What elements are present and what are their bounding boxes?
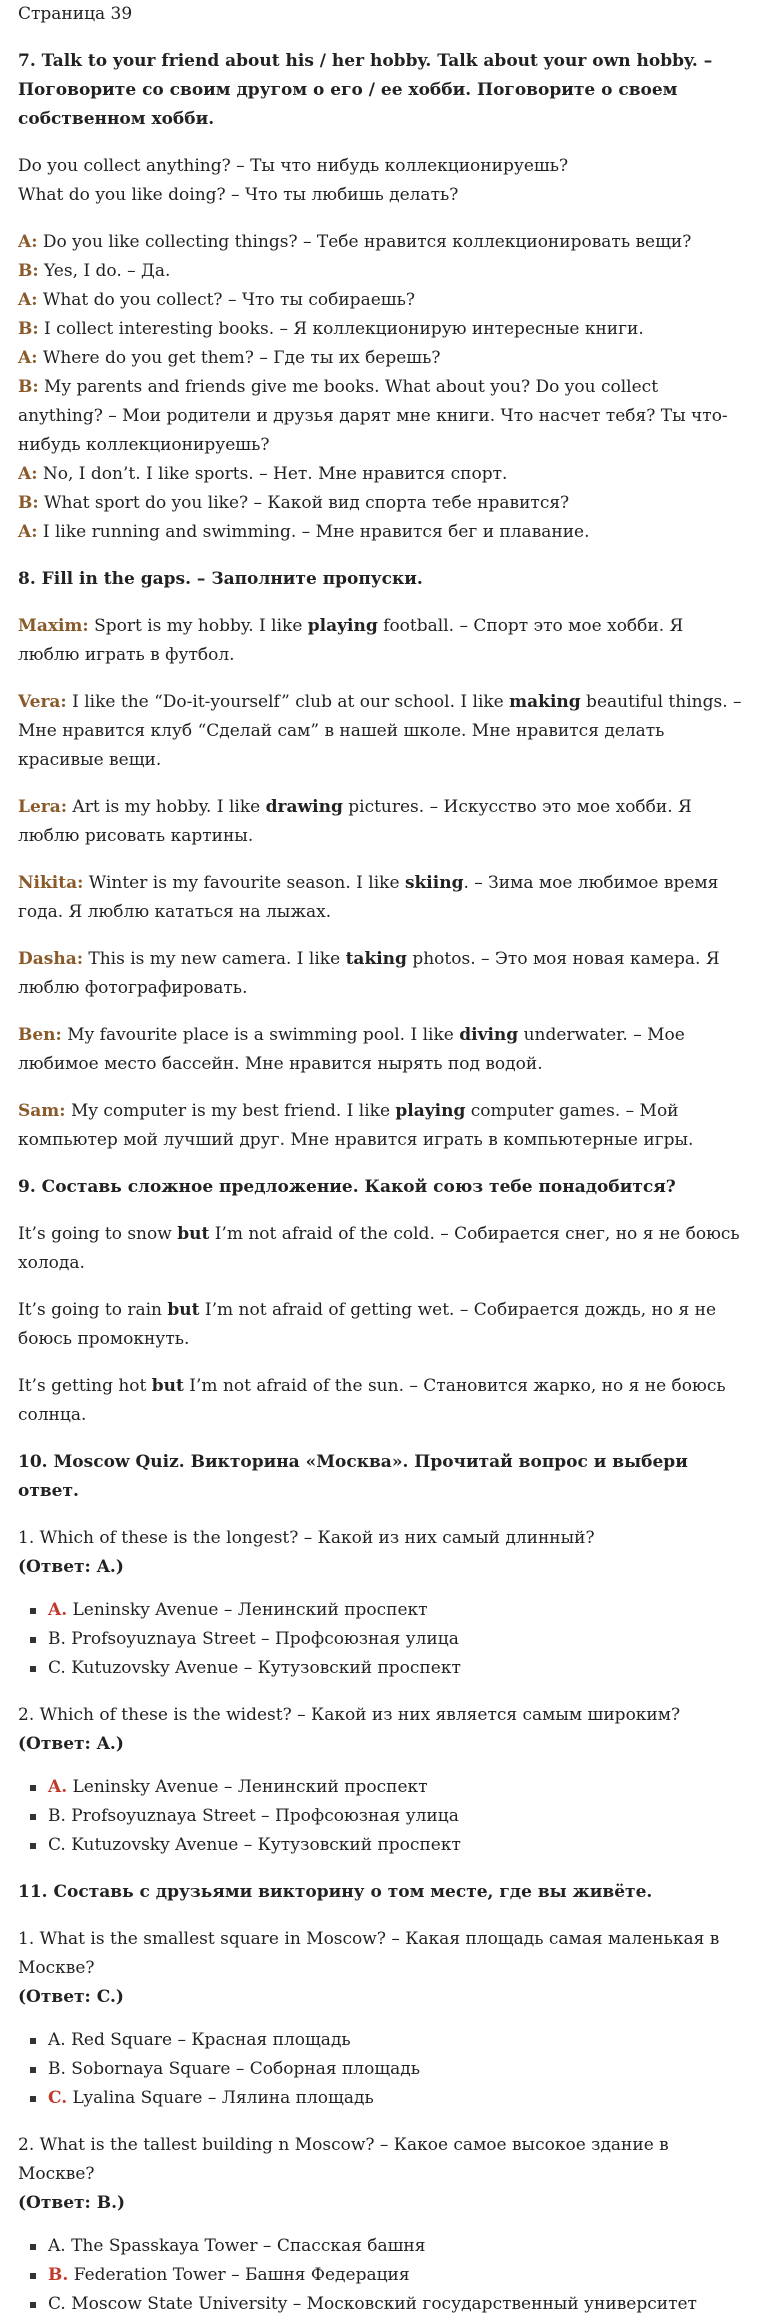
option-item xyxy=(48,2026,747,2055)
option-text: Profsoyuznaya Street – Профсоюзная улица xyxy=(65,1806,459,1826)
filled-word: taking xyxy=(345,949,407,969)
option-letter: C. xyxy=(48,2088,68,2108)
sentence-end: computer games. – Мой компьютер мой лучший друг. Мне нравится играть в компьютерные игры. xyxy=(18,1101,694,1150)
task11-heading: 11. Составь с друзьями викторину о том месте, где вы живёте. xyxy=(18,1882,653,1902)
option-text: Profsoyuznaya Street – Профсоюзная улица xyxy=(65,1629,459,1649)
task8-heading: 8. Fill in the gaps. – Заполните пропуски. xyxy=(18,569,423,589)
option-letter: A. xyxy=(48,2030,66,2050)
option-letter: C. xyxy=(48,1835,66,1855)
option-letter: B. xyxy=(48,2265,69,2285)
sentence-start: It’s going to snow xyxy=(18,1224,178,1244)
task8-item xyxy=(18,1021,747,1079)
conjunction: but xyxy=(167,1300,200,1320)
sentence-start: Winter is my favourite season. I like xyxy=(83,873,405,893)
dialogue-text: Yes, I do. – Да. xyxy=(38,261,171,281)
student-name: Ben: xyxy=(18,1025,62,1045)
option-text: Kutuzovsky Avenue – Кутузовский проспект xyxy=(65,1658,461,1678)
filled-word: playing xyxy=(307,616,378,636)
sentence-start: It’s going to rain xyxy=(18,1300,168,1320)
student-name: Sam: xyxy=(18,1101,66,1121)
question-text: 1. Which of these is the longest? – Какой из них самый длинный? xyxy=(18,1528,595,1548)
dialogue-line xyxy=(18,518,747,547)
task8-item xyxy=(18,945,747,1003)
sentence-end: . – Зима мое любимое время года. Я люблю кататься на лыжах. xyxy=(18,873,719,922)
sentence-end: pictures. – Искусство это мое хобби. Я люблю рисовать картины. xyxy=(18,797,692,846)
option-item xyxy=(48,2084,747,2113)
answer-key: (Ответ: A.) xyxy=(18,1557,124,1577)
answer-key: (Ответ: A.) xyxy=(18,1734,124,1754)
option-text: Sobornaya Square – Соборная площадь xyxy=(65,2059,420,2079)
option-item xyxy=(48,2290,747,2319)
student-name: Lera: xyxy=(18,797,68,817)
option-letter: A. xyxy=(48,1777,68,1797)
task10-heading: 10. Moscow Quiz. Викторина «Москва». Прочитай вопрос и выбери ответ. xyxy=(18,1452,688,1501)
option-item xyxy=(48,2261,747,2290)
option-letter: C. xyxy=(48,1658,66,1678)
dialogue-text: No, I don’t. I like sports. – Нет. Мне нравится спорт. xyxy=(37,464,508,484)
sentence-end: I’m not afraid of getting wet. – Собирается дождь, но я не боюсь промокнуть. xyxy=(18,1300,717,1349)
sentence-end: photos. – Это моя новая камера. Я люблю фотографировать. xyxy=(18,949,720,998)
speaker-label: B: xyxy=(18,377,39,397)
option-item xyxy=(48,2232,747,2261)
sentence-end: football. – Спорт это мое хобби. Я люблю играть в футбол. xyxy=(18,616,684,665)
filled-word: making xyxy=(509,692,581,712)
sentence-start: It’s getting hot xyxy=(18,1376,152,1396)
speaker-label: B: xyxy=(18,261,39,281)
sentence-end: I’m not afraid of the sun. – Становится жарко, но я не боюсь солнца. xyxy=(18,1376,726,1425)
filled-word: playing xyxy=(395,1101,466,1121)
answer-key: (Ответ: C.) xyxy=(18,1987,124,2007)
dialogue-line xyxy=(18,228,747,257)
option-item xyxy=(48,1831,747,1860)
option-item xyxy=(48,1802,747,1831)
sentence-end: beautiful things. – Мне нравится клуб “Сделай сам” в нашей школе. Мне нравится делать красивые вещи. xyxy=(18,692,742,770)
filled-word: drawing xyxy=(265,797,343,817)
task8-item xyxy=(18,612,747,670)
option-list xyxy=(18,1773,747,1860)
task7-intro-line: What do you like doing? – Что ты любишь делать? xyxy=(18,185,459,205)
conjunction: but xyxy=(177,1224,210,1244)
filled-word: skiing xyxy=(404,873,464,893)
speaker-label: B: xyxy=(18,319,39,339)
speaker-label: A: xyxy=(18,232,38,252)
option-text: Kutuzovsky Avenue – Кутузовский проспект xyxy=(65,1835,461,1855)
dialogue-line xyxy=(18,344,747,373)
quiz-question xyxy=(18,1701,747,1759)
option-text: Red Square – Красная площадь xyxy=(65,2030,351,2050)
option-list xyxy=(18,2026,747,2113)
dialogue-text: I collect interesting books. – Я коллекционирую интересные книги. xyxy=(38,319,644,339)
answer-key: (Ответ: B.) xyxy=(18,2193,126,2213)
option-list xyxy=(18,1596,747,1683)
option-item xyxy=(48,2055,747,2084)
task7-intro xyxy=(18,152,747,210)
speaker-label: A: xyxy=(18,290,38,310)
question-text: 1. What is the smallest square in Moscow? – Какая площадь самая маленькая в Москве? xyxy=(18,1929,720,1978)
task7-heading: 7. Talk to your friend about his / her hobby. Talk about your own hobby. – Поговорите со своим другом о его / ее хобби. Поговорите о своем собственном хобби. xyxy=(18,51,713,129)
option-letter: A. xyxy=(48,2236,66,2256)
dialogue-line xyxy=(18,489,747,518)
sentence-end: I’m not afraid of the cold. – Собирается снег, но я не боюсь холода. xyxy=(18,1224,740,1273)
student-name: Dasha: xyxy=(18,949,83,969)
option-text: Federation Tower – Башня Федерация xyxy=(68,2265,410,2285)
dialogue-text: I like running and swimming. – Мне нравится бег и плавание. xyxy=(37,522,590,542)
option-item xyxy=(48,1625,747,1654)
conjunction: but xyxy=(151,1376,184,1396)
task9-item xyxy=(18,1296,747,1354)
page-number: Страница 39 xyxy=(18,4,133,24)
quiz-question xyxy=(18,1925,747,2012)
option-list xyxy=(18,2232,747,2319)
sentence-end: underwater. – Мое любимое место бассейн. Мне нравится нырять под водой. xyxy=(18,1025,685,1074)
option-letter: A. xyxy=(48,1600,68,1620)
task8-item xyxy=(18,793,747,851)
option-text: Lyalina Square – Лялина площадь xyxy=(67,2088,374,2108)
option-text: The Spasskaya Tower – Спасская башня xyxy=(65,2236,426,2256)
option-text: Leninsky Avenue – Ленинский проспект xyxy=(67,1600,428,1620)
quiz-question xyxy=(18,1524,747,1582)
student-name: Maxim: xyxy=(18,616,89,636)
task9-item xyxy=(18,1372,747,1430)
speaker-label: A: xyxy=(18,348,38,368)
filled-word: diving xyxy=(459,1025,519,1045)
sentence-start: My favourite place is a swimming pool. I like xyxy=(61,1025,460,1045)
task8-item xyxy=(18,1097,747,1155)
option-item xyxy=(48,1596,747,1625)
task8-item xyxy=(18,688,747,775)
dialogue-text: My parents and friends give me books. What about you? Do you collect anything? – Мои родители и друзья дарят мне книги. Что насчет тебя? Ты что-нибудь коллекционируешь? xyxy=(18,377,728,455)
question-text: 2. What is the tallest building n Moscow? – Какое самое высокое здание в Москве? xyxy=(18,2135,669,2184)
option-item xyxy=(48,1654,747,1683)
sentence-start: My computer is my best friend. I like xyxy=(65,1101,396,1121)
sentence-start: Art is my hobby. I like xyxy=(67,797,266,817)
dialogue-text: Where do you get them? – Где ты их берешь? xyxy=(37,348,441,368)
option-letter: B. xyxy=(48,1806,66,1826)
quiz-question xyxy=(18,2131,747,2218)
task7-dialogue xyxy=(18,228,747,547)
sentence-start: This is my new camera. I like xyxy=(82,949,346,969)
task7-intro-line: Do you collect anything? – Ты что нибудь коллекционируешь? xyxy=(18,156,569,176)
task9-heading: 9. Составь сложное предложение. Какой союз тебе понадобится? xyxy=(18,1177,676,1197)
dialogue-text: Do you like collecting things? – Тебе нравится коллекционировать вещи? xyxy=(37,232,692,252)
student-name: Vera: xyxy=(18,692,67,712)
dialogue-text: What do you collect? – Что ты собираешь? xyxy=(37,290,415,310)
sentence-start: I like the “Do-it-yourself” club at our school. I like xyxy=(66,692,510,712)
dialogue-line xyxy=(18,286,747,315)
dialogue-line xyxy=(18,257,747,286)
option-letter: B. xyxy=(48,1629,66,1649)
dialogue-line xyxy=(18,315,747,344)
speaker-label: A: xyxy=(18,522,38,542)
speaker-label: A: xyxy=(18,464,38,484)
task9-item xyxy=(18,1220,747,1278)
speaker-label: B: xyxy=(18,493,39,513)
student-name: Nikita: xyxy=(18,873,84,893)
option-letter: B. xyxy=(48,2059,66,2079)
dialogue-line xyxy=(18,373,747,460)
task8-item xyxy=(18,869,747,927)
sentence-start: Sport is my hobby. I like xyxy=(88,616,308,636)
option-text: Leninsky Avenue – Ленинский проспект xyxy=(67,1777,428,1797)
option-text: Moscow State University – Московский государственный университет xyxy=(65,2294,697,2314)
dialogue-text: What sport do you like? – Какой вид спорта тебе нравится? xyxy=(38,493,570,513)
option-letter: C. xyxy=(48,2294,66,2314)
question-text: 2. Which of these is the widest? – Какой из них является самым широким? xyxy=(18,1705,681,1725)
option-item xyxy=(48,1773,747,1802)
dialogue-line xyxy=(18,460,747,489)
